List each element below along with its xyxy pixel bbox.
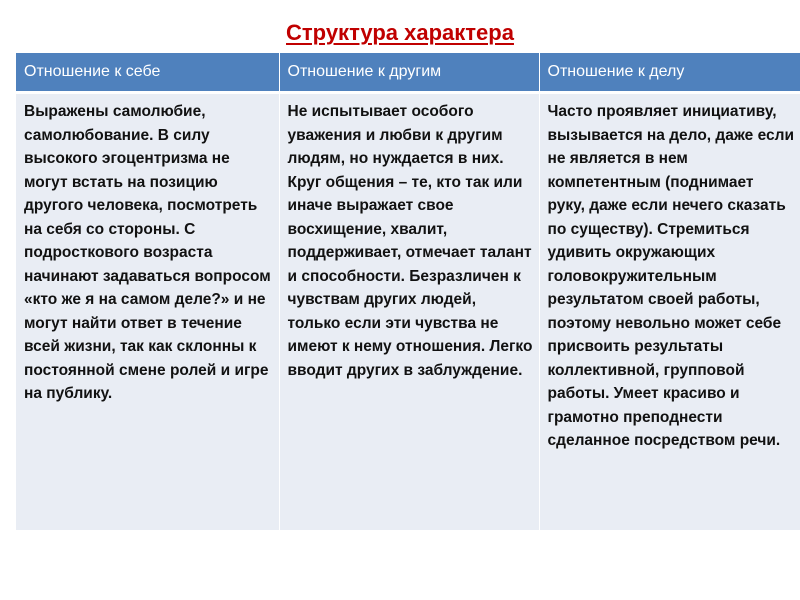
character-structure-table xyxy=(16,53,800,530)
header-others-attitude: Отношение к другим xyxy=(279,53,539,93)
header-self-attitude: Отношение к себе xyxy=(16,53,279,93)
cell-others-attitude: Не испытывает особого уважения и любви к другим людям, но нуждается в них. Круг общения – те, кто так или иначе выражает свое восхищение, хвалит, поддерживает, отмечает талант и способности. Безразличен к чувствам других людей, только если эти чувства не имеют к нему отношения. Легко вводит других в заблуждение. xyxy=(279,93,539,530)
table-header-row xyxy=(16,53,800,93)
cell-work-attitude: Часто проявляет инициативу, вызывается на дело, даже если не является в нем компетентным (поднимает руку, даже если нечего сказать по существу). Стремиться удивить окружающих головокружительным результатом своей работы, поэтому невольно может себе присвоить результаты коллективной, групповой работы. Умеет красиво и грамотно преподнести сделанное посредством речи. xyxy=(539,93,800,530)
table-row xyxy=(16,93,800,530)
cell-self-attitude: Выражены самолюбие, самолюбование. В силу высокого эгоцентризма не могут встать на позицию другого человека, посмотреть на себя со стороны. С подросткового возраста начинают задаваться вопросом «кто же я на самом деле?» и не могут найти ответ в течение всей жизни, так как склонны к постоянной смене ролей и игре на публику. xyxy=(16,93,279,530)
header-work-attitude: Отношение к делу xyxy=(539,53,800,93)
page-title xyxy=(0,20,800,46)
page-title-text: Структура характера xyxy=(286,20,514,45)
